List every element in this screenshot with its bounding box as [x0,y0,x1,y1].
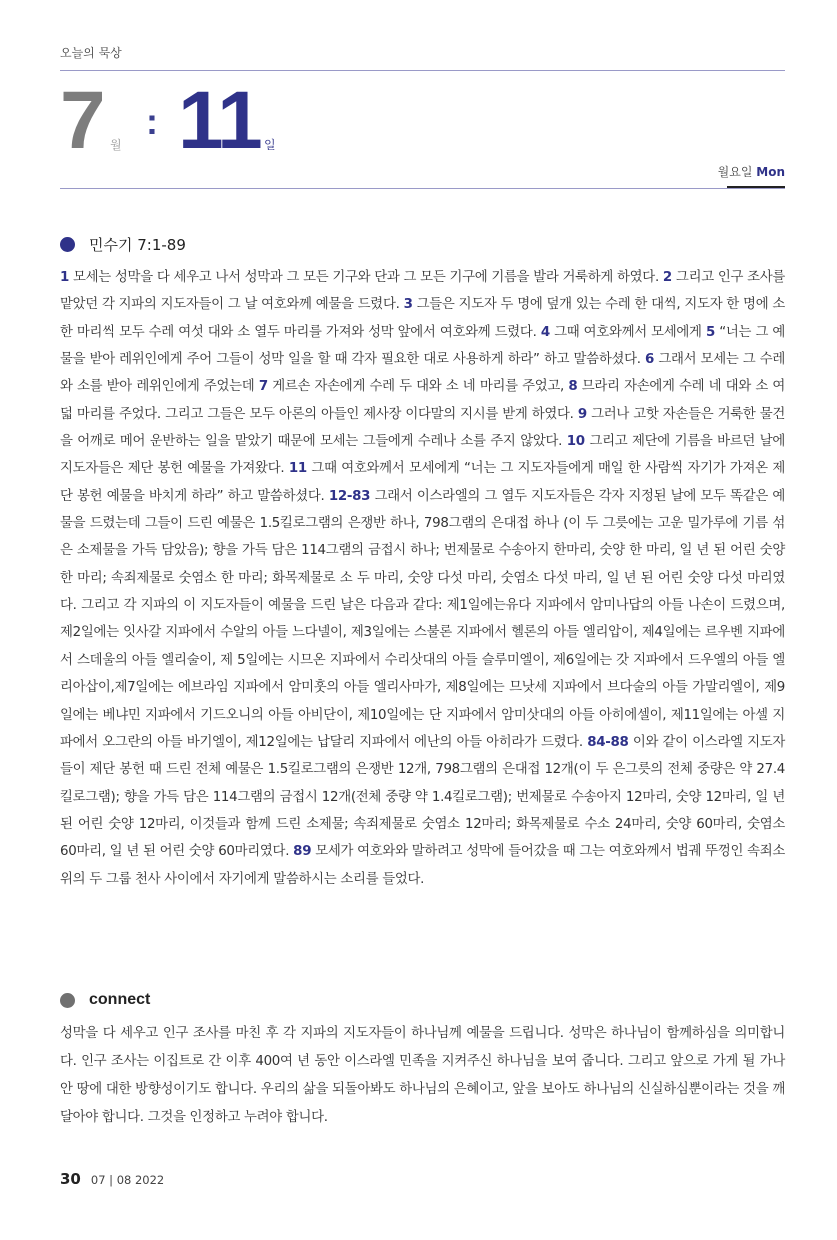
verse-number: 9 [577,406,587,422]
bullet-dot-icon [60,237,75,252]
bullet-dot-icon [60,993,75,1008]
verse-number: 12-83 [328,488,371,504]
page-footer [60,1170,164,1188]
verse-text: 그때 여호와께서 모세에게 “너는 그 지도자들에게 매일 한 사람씩 자기가 가져온 제단 봉헌 예물을 바치게 하라” 하고 말씀하셨다. [60,461,785,504]
day-unit: 일 [264,138,276,152]
weekday-korean: 월요일 [717,165,753,179]
verse-text: 이와 같이 이스라엘 지도자들이 제단 봉헌 때 드린 전체 예물은 1.5킬로그램의 은쟁반 12개, 798그램의 은대접 12개(이 두 은그릇의 전체 중량은 약 27.4킬로그램); 향을 가득 담은 114그램의 금접시 12개(전체 중량 약 1.4킬로그램); 번제물로 수송아지 12마리, 숫양 12마리, 일 년 된 어린 숫양 12마리, 이것들과 함께 드린 소제물; 속죄제물로 숫염소 12마리; 화목제물로 수소 24마리, 숫양 60마리, 숫염소 60마리, 일 년 된 어린 숫양 60마리였다. [60,734,785,860]
date-colon: : [146,101,158,142]
connect-title: connect [89,991,151,1008]
verse-text: 모세가 여호와와 말하려고 성막에 들어갔을 때 그는 여호와께서 법궤 뚜껑인 속죄소 위의 두 그룹 천사 사이에서 자기에게 말씀하시는 소리를 들었다. [60,844,785,887]
verse-text: 그래서 모세는 그 수레와 소를 받아 레위인에게 주었는데 [60,352,785,395]
issue-date: 07 | 08 2022 [90,1173,165,1187]
verse-number: 84-88 [587,734,629,750]
connect-text: 성막을 다 세우고 인구 조사를 마친 후 각 지파의 지도자들이 하나님께 예물을 드립니다. 성막은 하나님이 함께하심을 의미합니다. 인구 조사는 이집트로 간 이후 400여 년 동안 이스라엘 민족을 지켜주신 하나님을 보여 줍니다. 그리고 앞으로 가게 될 가나안 땅에 대한 방향성이기도 합니다. 우리의 삶을 되돌아봐도 하나님의 은혜이고, 앞을 보아도 하나님의 신실하심뿐이라는 것을 깨달아야 합니다. 그것을 인정하고 누려야 합니다. [60,1026,785,1125]
verse-text: 게르손 자손에게 수레 두 대와 소 네 마리를 주었고, [267,379,569,395]
verse-number: 89 [293,844,312,860]
verse-text: 그러나 고핫 자손들은 거룩한 물건을 어깨로 메어 운반하는 일을 맡았기 때문에 모세는 그들에게 수레나 소를 주지 않았다. [60,406,785,450]
verse-text: 그들은 지도자 두 명에 덮개 있는 수레 한 대씩, 지도자 한 명에 소 한 마리씩 모두 수레 여섯 대와 소 열두 마리를 가져와 성막 앞에서 여호와께 드렸다. [60,297,786,340]
verse-number: 10 [566,434,585,450]
page-number: 30 [60,1170,81,1188]
verse-number: 4 [540,324,550,340]
verse-number: 2 [662,270,672,285]
verse-text: 그리고 인구 조사를 맡았던 각 지파의 지도자들이 그 날 여호와께 예물을 드렸다. [60,270,785,313]
weekday-english: Mon [756,165,785,179]
weekday [718,163,785,180]
day-number: 11 [178,75,261,166]
verse-text: “너는 그 예물을 받아 레위인에게 주어 그들이 성막 일을 할 때 각자 필요한 대로 사용하게 하라” 하고 말씀하셨다. [60,324,785,368]
scripture-body [60,264,785,893]
verse-number: 8 [568,379,578,395]
verse-text: 그때 여호와께서 모세에게 [549,324,706,340]
month-number: 7 [60,75,106,166]
verse-number: 1 [60,270,70,285]
header-divider [60,188,785,189]
scripture-reference: 민수기 7:1-89 [89,236,186,254]
section-label: 오늘의 묵상 [60,46,122,60]
connect-heading [60,991,150,1009]
scripture-heading [60,234,186,255]
verse-number: 6 [645,352,655,368]
month-unit: 월 [110,138,122,152]
verse-number: 7 [258,379,268,395]
verse-text: 그래서 이스라엘의 그 열두 지도자들은 각자 지정된 날에 모두 똑같은 예물을 드렸는데 그들이 드린 예물은 1.5킬로그램의 은쟁반 하나, 798그램의 은대접 하나 (이 두 그릇에는 고운 밀가루에 기름 섞은 소제물을 가득 담았음); 향을 가득 담은 114그램의 금접시 하나; 번제물로 수송아지 한마리, 숫양 한 마리, 일 년 된 어린 숫양 한 마리; 속죄제물로 숫염소 한 마리; 화목제물로 소 두 마리, 숫양 다섯 마리, 숫염소 다섯 마리, 일 년 된 어린 숫양 다섯 마리였다. 그리고 각 지파의 이 지도자들이 예물을 드린 날은 다음과 같다: 제1일에는유다 지파에서 암미나답의 아들 나손이 드렸으며, 제2일에는 잇사갈 지파에서 수알의 아들 느다넬이, 제3일에는 스불론 지파에서 헬론의 아들 엘리압이, 제4일에는 르우벤 지파에서 스데울의 아들 엘리술이, 제 5일에는 시므온 지파에서 수리삿대의 아들 슬루미엘이, 제6일에는 갓 지파에서 드우엘의 아들 엘리아삽이,제7일에는 에브라임 지파에서 암미훗의 아들 엘리사마가, 제8일에는 므낫세 지파에서 브다술의 아들 가말리엘이, 제9일에는 베냐민 지파에서 기드오니의 아들 아비단이, 제10일에는 단 지파에서 암미삿대의 아들 아히에셀이, 제11일에는 아셀 지파에서 오그란의 아들 바기엘이, 제12일에는 납달리 지파에서 에난의 아들 아히라가 드렸다. [60,488,785,750]
verse-number: 3 [403,297,413,313]
top-divider [60,70,785,71]
verse-number: 11 [288,461,307,477]
verse-text: 그리고 제단에 기름을 바르던 날에 지도자들은 제단 봉헌 예물을 가져왔다. [60,434,785,477]
verse-number: 5 [705,324,715,340]
verse-text: 모세는 성막을 다 세우고 나서 성막과 그 모든 기구와 단과 그 모든 기구에 기름을 발라 거룩하게 하였다. [69,270,663,285]
verse-text: 므라리 자손에게 수레 네 대와 소 여덟 마리를 주었다. 그리고 그들은 모두 아론의 아들인 제사장 이다말의 지시를 받게 하였다. [60,379,785,422]
